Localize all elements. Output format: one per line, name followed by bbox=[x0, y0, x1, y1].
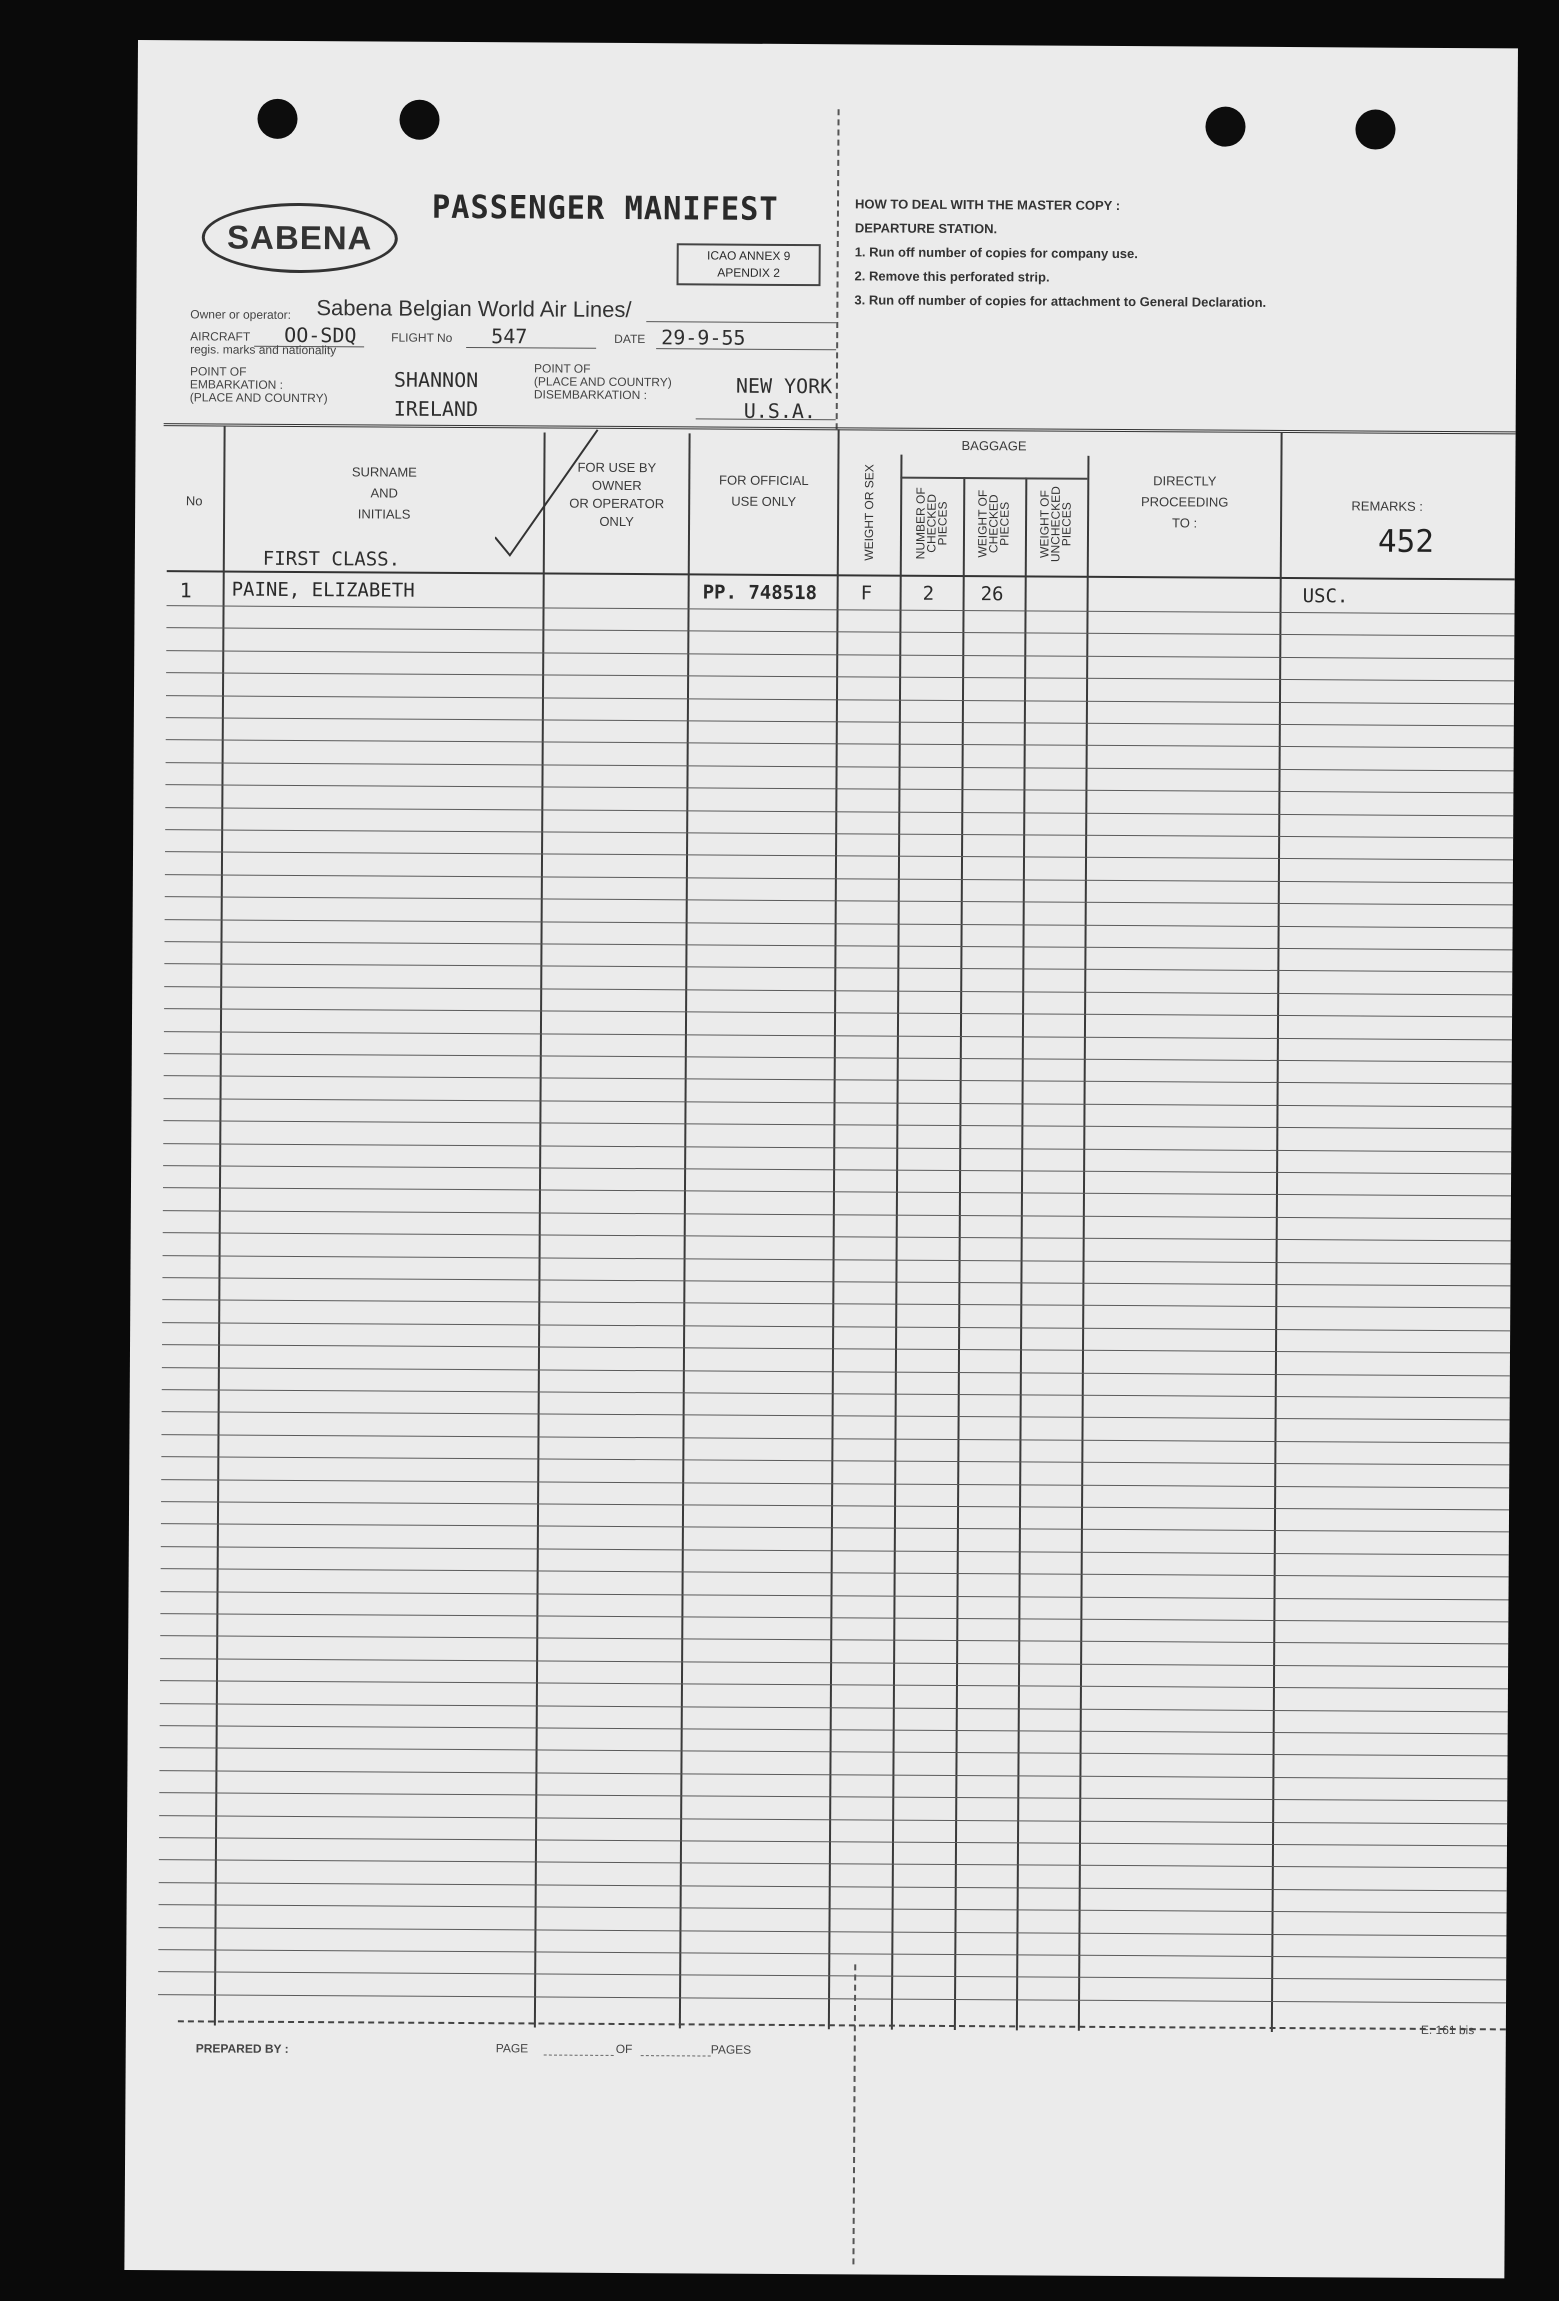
ruled-line bbox=[161, 1568, 1509, 1577]
ruled-line bbox=[166, 672, 1514, 681]
ruled-line bbox=[159, 1882, 1507, 1891]
ruled-line bbox=[158, 1994, 1506, 2003]
ruled-line bbox=[160, 1748, 1508, 1757]
flight-value: 547 bbox=[491, 324, 528, 349]
ruled-line bbox=[161, 1479, 1509, 1488]
ruled-line bbox=[165, 784, 1513, 793]
row-weight: 26 bbox=[980, 583, 1004, 606]
ruled-line bbox=[159, 1792, 1507, 1801]
ruled-line bbox=[162, 1322, 1510, 1331]
ruled-line bbox=[160, 1658, 1508, 1667]
col-header-official: FOR OFFICIAL USE ONLY bbox=[718, 472, 809, 510]
row-pieces: 2 bbox=[922, 582, 935, 605]
ruled-line bbox=[161, 1434, 1509, 1443]
ruled-line bbox=[165, 874, 1513, 883]
ruled-line bbox=[165, 807, 1513, 816]
ruled-line bbox=[164, 964, 1512, 973]
ruled-line bbox=[161, 1546, 1509, 1555]
table-bottom-border bbox=[178, 2020, 1506, 2030]
ruled-line bbox=[166, 740, 1514, 749]
ruled-line bbox=[158, 1927, 1506, 1936]
instruction-item: 3. Run off number of copies for attachment to General Declaration. bbox=[854, 292, 1267, 310]
row-no: 1 bbox=[179, 578, 192, 603]
ruled-line bbox=[163, 1255, 1511, 1264]
ruled-line bbox=[165, 919, 1513, 928]
form-code: E. 161 bis bbox=[1420, 2022, 1475, 2038]
row-sex: F bbox=[860, 582, 873, 605]
ruled-line bbox=[164, 1031, 1512, 1040]
ruled-line bbox=[160, 1703, 1508, 1712]
ruled-line bbox=[166, 762, 1514, 771]
manifest-page bbox=[124, 40, 1518, 2278]
date-label: DATE bbox=[614, 331, 646, 347]
disembark-city: NEW YORK bbox=[735, 373, 833, 399]
col-header-no: No bbox=[185, 493, 203, 509]
row-official: PP. 748518 bbox=[702, 581, 818, 605]
ruled-line bbox=[163, 1165, 1511, 1174]
col-header-proceeding: DIRECTLY PROCEEDING TO : bbox=[1140, 473, 1229, 531]
ruled-line bbox=[160, 1725, 1508, 1734]
ruled-lines bbox=[138, 40, 1518, 48]
embark-country: IRELAND bbox=[393, 396, 479, 422]
instructions bbox=[854, 192, 1266, 315]
ruled-line bbox=[164, 986, 1512, 995]
ruled-line bbox=[159, 1837, 1507, 1846]
icao-appendix: APENDIX 2 bbox=[717, 265, 780, 280]
instructions-station: DEPARTURE STATION. bbox=[854, 220, 998, 237]
ruled-line bbox=[165, 896, 1513, 905]
ruled-line bbox=[166, 650, 1514, 659]
punch-hole bbox=[1205, 107, 1245, 147]
ruled-line bbox=[163, 1143, 1511, 1152]
ruled-line bbox=[162, 1300, 1510, 1309]
ruled-line bbox=[162, 1367, 1510, 1376]
ruled-line bbox=[163, 1188, 1511, 1197]
ruled-line bbox=[164, 1076, 1512, 1085]
of-label: OF bbox=[615, 2041, 633, 2057]
class-label: FIRST CLASS. bbox=[262, 547, 401, 571]
embark-city: SHANNON bbox=[393, 367, 479, 393]
ruled-line bbox=[159, 1860, 1507, 1869]
ruled-line bbox=[164, 1098, 1512, 1107]
disembark-label: POINT OF (PLACE AND COUNTRY) DISEMBARKATION : bbox=[533, 361, 672, 403]
ruled-line bbox=[161, 1501, 1509, 1510]
page-title: PASSENGER MANIFEST bbox=[431, 187, 779, 228]
ruled-line bbox=[166, 695, 1514, 704]
ruled-line bbox=[163, 1120, 1511, 1129]
owner-value: Sabena Belgian World Air Lines/ bbox=[316, 295, 632, 323]
instructions-heading: HOW TO DEAL WITH THE MASTER COPY : bbox=[854, 196, 1121, 214]
punch-hole bbox=[257, 99, 297, 139]
disembark-country: U.S.A. bbox=[743, 398, 817, 424]
col-header-sex: WEIGHT OR SEX bbox=[861, 464, 877, 561]
ruled-line bbox=[164, 1008, 1512, 1017]
ruled-line bbox=[160, 1680, 1508, 1689]
ruled-line bbox=[159, 1770, 1507, 1779]
ruled-line bbox=[163, 1232, 1511, 1241]
col-header-unchecked-weight: WEIGHT OF UNCHECKED PIECES bbox=[1037, 486, 1074, 563]
ruled-line bbox=[161, 1524, 1509, 1533]
icao-box bbox=[677, 243, 821, 286]
instruction-item: 2. Remove this perforated strip. bbox=[854, 268, 1050, 285]
row-name: PAINE, ELIZABETH bbox=[231, 578, 415, 602]
ruled-line bbox=[166, 628, 1514, 637]
aircraft-value: OO-SDQ bbox=[284, 322, 357, 348]
row-remarks: USC. bbox=[1302, 585, 1349, 608]
col-header-baggage: BAGGAGE bbox=[961, 438, 1027, 454]
date-value: 29-9-55 bbox=[661, 325, 746, 350]
ruled-line bbox=[162, 1344, 1510, 1353]
page-label: PAGE bbox=[495, 2041, 529, 2056]
sabena-logo: SABENA bbox=[202, 202, 398, 273]
ruled-line bbox=[162, 1277, 1510, 1286]
instruction-item: 1. Run off number of copies for company use. bbox=[854, 244, 1138, 262]
ruled-line bbox=[159, 1904, 1507, 1913]
aircraft-sub: regis. marks and nationality bbox=[190, 342, 337, 358]
col-header-checked-number: NUMBER OF CHECKED PIECES bbox=[913, 487, 950, 560]
col-header-checked-weight: WEIGHT OF CHECKED PIECES bbox=[975, 489, 1012, 558]
punch-hole bbox=[1355, 109, 1395, 149]
ruled-line bbox=[162, 1412, 1510, 1421]
ruled-line bbox=[158, 1949, 1506, 1958]
col-header-remarks: REMARKS : bbox=[1351, 498, 1423, 514]
ruled-line bbox=[162, 1389, 1510, 1398]
ruled-line bbox=[165, 852, 1513, 861]
ruled-line bbox=[161, 1591, 1509, 1600]
owner-label: Owner or operator: bbox=[190, 307, 292, 322]
ruled-line bbox=[161, 1456, 1509, 1465]
prepared-by-label: PREPARED BY : bbox=[195, 2041, 289, 2056]
col-header-surname: SURNAME AND INITIALS bbox=[351, 464, 417, 522]
ruled-line bbox=[164, 941, 1512, 950]
ruled-line bbox=[160, 1613, 1508, 1622]
punch-hole bbox=[399, 100, 439, 140]
perforation-line bbox=[836, 109, 840, 429]
ruled-line bbox=[159, 1815, 1507, 1824]
perforation-line bbox=[852, 1964, 856, 2264]
pages-label: PAGES bbox=[710, 2042, 752, 2057]
embark-label: POINT OF EMBARKATION : (PLACE AND COUNTRY) bbox=[189, 364, 328, 406]
col-header-owner-use: FOR USE BY OWNER OR OPERATOR ONLY bbox=[569, 459, 665, 530]
icao-annex: ICAO ANNEX 9 bbox=[706, 248, 791, 263]
flight-label: FLIGHT No bbox=[391, 330, 453, 345]
ruled-line bbox=[158, 1972, 1506, 1981]
ruled-line bbox=[164, 1053, 1512, 1062]
ruled-line bbox=[165, 829, 1513, 838]
ruled-line bbox=[160, 1636, 1508, 1645]
ruled-line bbox=[163, 1210, 1511, 1219]
ruled-line bbox=[166, 717, 1514, 726]
check-mark bbox=[495, 427, 616, 588]
remarks-number: 452 bbox=[1377, 523, 1435, 560]
aircraft-label: AIRCRAFT bbox=[190, 329, 251, 344]
